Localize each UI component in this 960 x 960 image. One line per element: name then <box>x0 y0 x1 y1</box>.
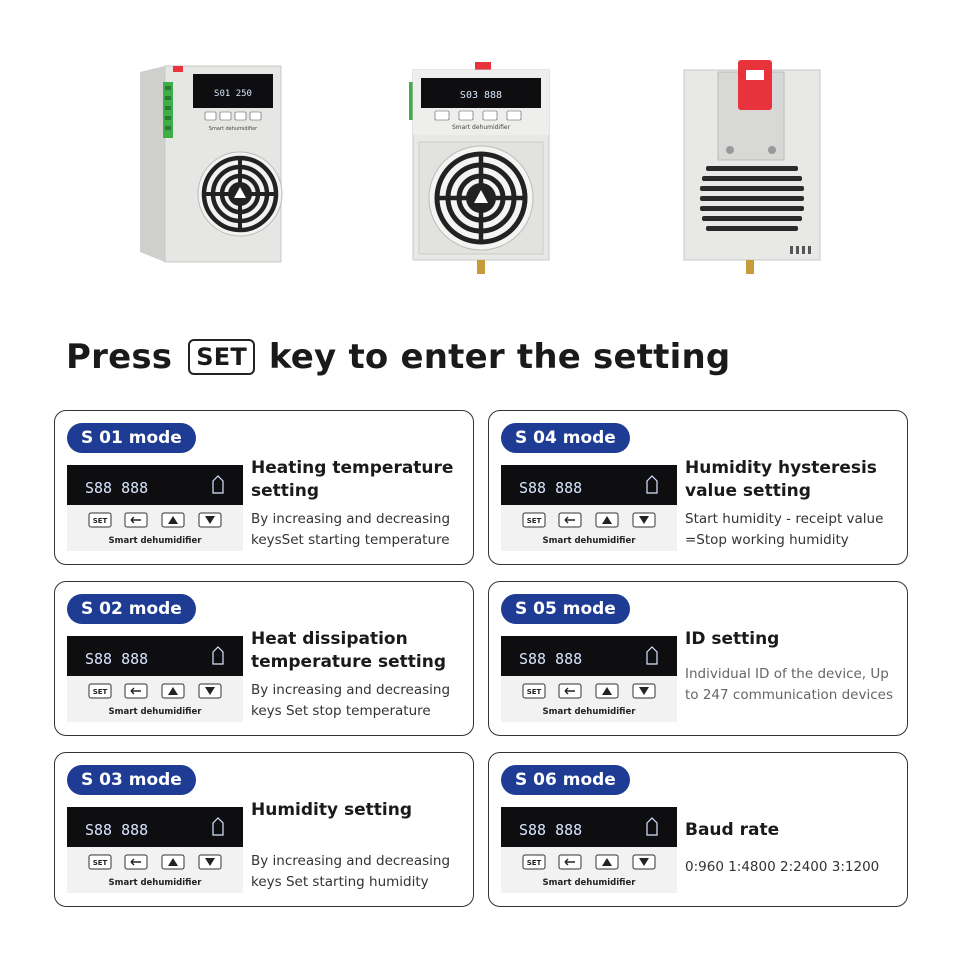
dehumidifier-front-view <box>405 60 553 278</box>
svg-text:S88 888: S88 888 <box>85 821 149 839</box>
control-panel-image <box>501 807 677 893</box>
mode-card-s01 <box>54 410 474 565</box>
set-key-icon: SET <box>188 339 255 375</box>
mode-badge: S 02 mode <box>67 594 196 624</box>
mode-badge: S 05 mode <box>501 594 630 624</box>
mode-description: By increasing and decreasing keys Set starting humidity <box>251 853 451 890</box>
mode-card-s04 <box>488 410 908 565</box>
svg-text:S03 888: S03 888 <box>459 90 503 101</box>
mode-description: By increasing and decreasing keys Set stop temperature <box>251 682 451 719</box>
svg-text:Smart dehumidifier: Smart dehumidifier <box>108 536 202 546</box>
svg-text:SET: SET <box>526 688 542 696</box>
mode-badge: S 04 mode <box>501 423 630 453</box>
svg-text:S88 888: S88 888 <box>519 479 583 497</box>
dehumidifier-back-view <box>680 58 825 278</box>
svg-text:SET: SET <box>526 859 542 867</box>
svg-text:S01 250: S01 250 <box>214 89 252 99</box>
svg-text:SET: SET <box>92 859 108 867</box>
mode-title: Heat dissipation temperature setting <box>251 629 446 672</box>
svg-text:Smart dehumidifier: Smart dehumidifier <box>108 707 202 717</box>
svg-text:Smart dehumidifier: Smart dehumidifier <box>542 707 636 717</box>
svg-text:Smart dehumidifier: Smart dehumidifier <box>542 878 636 888</box>
control-panel-image <box>67 807 243 893</box>
title-rest: key to enter the setting <box>268 337 731 377</box>
title-press: Press <box>66 337 173 377</box>
mode-title: Humidity hysteresis value setting <box>685 458 877 501</box>
svg-text:SET: SET <box>92 688 108 696</box>
svg-text:S88 888: S88 888 <box>519 821 583 839</box>
mode-title: Heating temperature setting <box>251 458 454 501</box>
control-panel-graphic <box>501 807 677 893</box>
dehumidifier-angled-view <box>135 62 285 267</box>
mode-badge: S 01 mode <box>67 423 196 453</box>
svg-text:S88 888: S88 888 <box>519 650 583 668</box>
control-panel-graphic <box>501 636 677 722</box>
svg-text:SET: SET <box>92 517 108 525</box>
mode-card-s06 <box>488 752 908 907</box>
mode-title: Baud rate <box>685 820 780 840</box>
mode-card-s05 <box>488 581 908 736</box>
svg-text:Smart dehumidifier: Smart dehumidifier <box>208 126 258 132</box>
mode-badge: S 06 mode <box>501 765 630 795</box>
mode-description: By increasing and decreasing keysSet starting temperature <box>251 511 451 548</box>
mode-card-s03 <box>54 752 474 907</box>
svg-text:Smart dehumidifier: Smart dehumidifier <box>108 878 202 888</box>
mode-description: Individual ID of the device, Up to 247 communication devices <box>685 666 893 703</box>
control-panel-image <box>67 465 243 551</box>
control-panel-graphic <box>67 807 243 893</box>
page-title <box>66 332 730 382</box>
control-panel-image <box>501 465 677 551</box>
svg-text:S88 888: S88 888 <box>85 650 149 668</box>
control-panel-graphic <box>67 636 243 722</box>
svg-text:Smart dehumidifier: Smart dehumidifier <box>542 536 636 546</box>
mode-badge: S 03 mode <box>67 765 196 795</box>
product-photos <box>0 0 960 300</box>
control-panel-graphic <box>501 465 677 551</box>
control-panel-graphic <box>67 465 243 551</box>
svg-text:S88 888: S88 888 <box>85 479 149 497</box>
mode-title: Humidity setting <box>251 800 412 820</box>
mode-title: ID setting <box>685 629 780 649</box>
mode-card-s02 <box>54 581 474 736</box>
svg-text:SET: SET <box>526 517 542 525</box>
control-panel-image <box>501 636 677 722</box>
mode-description: Start humidity - receipt value =Stop working humidity <box>685 511 884 548</box>
mode-description: 0:960 1:4800 2:2400 3:1200 <box>685 859 880 875</box>
svg-text:Smart dehumidifier: Smart dehumidifier <box>451 124 511 131</box>
control-panel-image <box>67 636 243 722</box>
